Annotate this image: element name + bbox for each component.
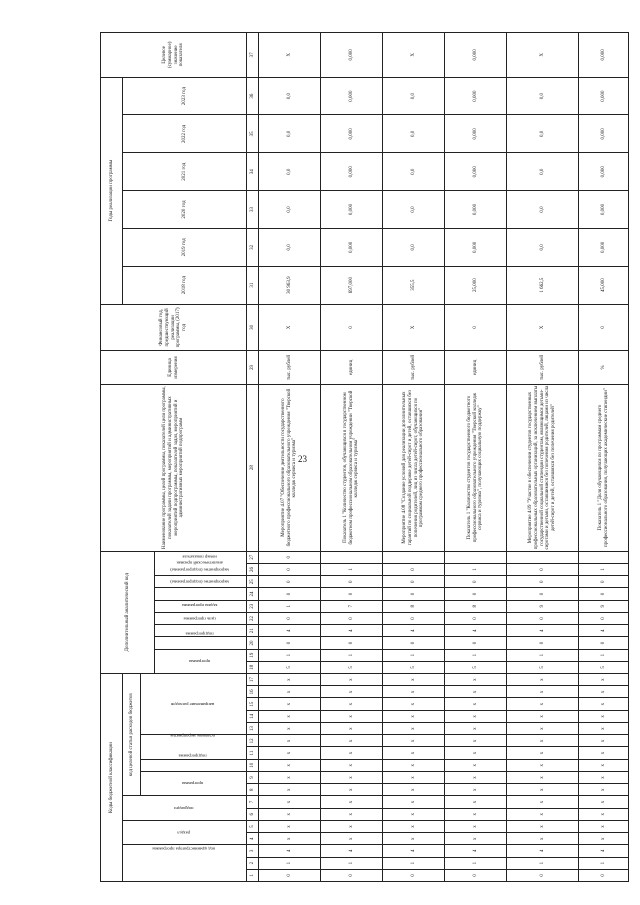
header-years-group: Годы реализации программы — [101, 77, 123, 304]
code-cell: х — [445, 759, 507, 771]
row-final: Х — [259, 33, 321, 78]
row-fin-year: Х — [383, 304, 445, 351]
code-cell: х — [507, 784, 579, 796]
code-cell: 0 — [507, 869, 579, 881]
code-cell: 0 — [445, 588, 507, 600]
col-number: 3 — [247, 845, 259, 857]
col-number: 6 — [247, 808, 259, 820]
row-year-value: 0,0 — [383, 115, 445, 153]
code-cell: х — [383, 796, 445, 808]
table-row — [101, 33, 123, 882]
table-row — [247, 33, 259, 882]
row-year-value: 0,000 — [445, 115, 507, 153]
code-cell: х — [579, 820, 629, 832]
code-cell: х — [507, 686, 579, 698]
code-cell: х — [321, 698, 383, 710]
header-year-3: 2021 год — [123, 153, 247, 191]
code-cell — [445, 551, 507, 563]
code-cell: 5 — [579, 661, 629, 673]
col-number: 16 — [247, 686, 259, 698]
code-cell: 0 — [259, 588, 321, 600]
col-number: 10 — [247, 759, 259, 771]
col-number: 28 — [247, 384, 259, 551]
code-cell: 5 — [259, 661, 321, 673]
code-cell: х — [259, 784, 321, 796]
row-final: 0,000 — [579, 33, 629, 78]
code-cell: 0 — [507, 576, 579, 588]
code-cell: 0 — [579, 588, 629, 600]
row-year-value: 0,000 — [445, 153, 507, 191]
code-cell: х — [445, 820, 507, 832]
col-number: 36 — [247, 77, 259, 115]
row-year-value: 30 963,9 — [259, 266, 321, 304]
code-cell: 4 — [321, 625, 383, 637]
code-cell: 4 — [507, 625, 579, 637]
code-cell: х — [507, 710, 579, 722]
code-cell: 5 — [321, 661, 383, 673]
code-cell: х — [445, 771, 507, 783]
row-year-value: 0,0 — [259, 228, 321, 266]
col-number: 2 — [247, 857, 259, 869]
code-cell: х — [259, 710, 321, 722]
code-cell: 0 — [445, 576, 507, 588]
code-cell: 5 — [445, 661, 507, 673]
code-cell: 0 — [383, 869, 445, 881]
code-cell: 0 — [321, 612, 383, 624]
code-cell: 5 — [507, 661, 579, 673]
code-cell: 1 — [383, 857, 445, 869]
code-cell: х — [445, 833, 507, 845]
table-row — [579, 33, 629, 882]
code-cell: х — [445, 747, 507, 759]
code-cell: х — [321, 759, 383, 771]
code-cell: 1 — [259, 649, 321, 661]
col-number: 35 — [247, 115, 259, 153]
code-cell: х — [579, 808, 629, 820]
col-number: 34 — [247, 153, 259, 191]
header-csr: код целевой статьи расходов бюджетов — [123, 674, 141, 796]
row-year-value: 0,0 — [259, 115, 321, 153]
row-year-value: 0,0 — [507, 228, 579, 266]
code-cell: х — [507, 722, 579, 734]
row-fin-year: 0 — [445, 304, 507, 351]
table-row — [507, 33, 579, 882]
code-cell: 0 — [259, 637, 321, 649]
col-number: 30 — [247, 304, 259, 351]
col-number: 22 — [247, 612, 259, 624]
code-cell: х — [383, 686, 445, 698]
code-cell: 5 — [383, 661, 445, 673]
code-cell: х — [445, 698, 507, 710]
code-cell: 0 — [445, 869, 507, 881]
col-number: 29 — [247, 351, 259, 384]
code-cell: 4 — [579, 845, 629, 857]
code-cell: 1 — [579, 563, 629, 575]
row-year-value: 0,000 — [321, 153, 383, 191]
code-cell: 1 — [579, 857, 629, 869]
code-cell: х — [259, 686, 321, 698]
code-cell: х — [383, 771, 445, 783]
header-razdel: раздел — [123, 820, 247, 844]
row-year-value: 0,0 — [383, 191, 445, 229]
row-year-value: 0,000 — [579, 191, 629, 229]
col-number: 17 — [247, 674, 259, 686]
col-number: 15 — [247, 698, 259, 710]
row-year-value: 0,000 — [579, 115, 629, 153]
code-cell: 0 — [383, 576, 445, 588]
code-cell: х — [383, 759, 445, 771]
code-cell: 0 — [507, 612, 579, 624]
row-name: Показатель 1 "Доля обучающихся по программам среднего профессионального образования, получающих академические стипендии" — [579, 384, 629, 551]
code-cell: х — [579, 735, 629, 747]
table-row — [445, 33, 507, 882]
row-name: Мероприятие 4.09 "Участие в обеспечении студентов государственных профессиональных образовательных организаций, за исключением выплаты государственной социальной стипендии студентам, являющимся детьми-сиротами и детьми, оставшимися без попечения родителей, лицами из числа детей-сирот и детей, оставшихся без попечения родителей" — [507, 384, 579, 551]
header-dop-sub-0: программа — [155, 649, 247, 673]
header-dop-code: Дополнительный аналитический код — [101, 551, 155, 674]
code-cell: х — [259, 808, 321, 820]
col-number: 32 — [247, 228, 259, 266]
code-cell: 0 — [259, 551, 321, 563]
header-dop-sub-6: аналитический признак — [155, 576, 247, 588]
row-year-value: 0,0 — [383, 153, 445, 191]
code-cell: 0 — [579, 869, 629, 881]
code-cell: х — [321, 747, 383, 759]
code-cell: х — [507, 735, 579, 747]
code-cell: 4 — [383, 625, 445, 637]
code-cell: 0 — [445, 612, 507, 624]
page-number: 23 — [298, 454, 307, 464]
code-cell: х — [445, 808, 507, 820]
code-cell: х — [507, 820, 579, 832]
col-number: 4 — [247, 833, 259, 845]
code-cell: 0 — [321, 588, 383, 600]
code-cell: 0 — [259, 563, 321, 575]
col-number: 31 — [247, 266, 259, 304]
header-name: Наименование программы, целей программы, показателей цели программы, показателей задачи программы, мероприятий и административных мероприятий подпрограммы, показателей задач, мероприятий и административных мероприятий подпрограмм — [101, 384, 247, 551]
code-cell: 1 — [445, 857, 507, 869]
code-cell: 0 — [383, 612, 445, 624]
code-cell: 0 — [383, 588, 445, 600]
code-cell: х — [383, 747, 445, 759]
col-number: 27 — [247, 551, 259, 563]
col-number: 12 — [247, 735, 259, 747]
code-cell: 4 — [445, 625, 507, 637]
header-year-0: 2018 год — [123, 266, 247, 304]
code-cell: х — [321, 796, 383, 808]
code-cell: х — [321, 820, 383, 832]
code-cell: х — [383, 698, 445, 710]
code-cell: х — [579, 833, 629, 845]
header-dop-sub-7: номер показателя — [155, 551, 247, 576]
code-cell: х — [579, 686, 629, 698]
code-cell: 0 — [507, 563, 579, 575]
code-cell: 4 — [445, 845, 507, 857]
code-cell: 0 — [383, 637, 445, 649]
code-cell: 0 — [259, 612, 321, 624]
code-cell: 1 — [579, 649, 629, 661]
header-napr-raskhodov: направление расходов — [141, 674, 247, 735]
row-unit: единиц — [445, 351, 507, 384]
code-cell: х — [445, 796, 507, 808]
code-cell: х — [579, 771, 629, 783]
code-cell: х — [321, 735, 383, 747]
code-cell: 0 — [579, 576, 629, 588]
row-name: Показатель 1 "Количество студентов государственного бюджетного профессионального образовательного учреждения "Тверской колледж сервиса и туризма", получающих социальную поддержку" — [445, 384, 507, 551]
col-number: 18 — [247, 661, 259, 673]
row-unit: тыс. рублей — [507, 351, 579, 384]
row-year-value: 0,0 — [259, 191, 321, 229]
row-fin-year: Х — [259, 304, 321, 351]
budget-table-rotated — [100, 32, 620, 882]
header-unit: Единица измерения — [101, 351, 247, 384]
code-cell: 0 — [259, 869, 321, 881]
row-fin-year: 0 — [579, 304, 629, 351]
col-number: 21 — [247, 625, 259, 637]
code-cell — [579, 551, 629, 563]
row-year-value: 697,000 — [321, 266, 383, 304]
code-cell: х — [259, 833, 321, 845]
header-programma: программа — [141, 771, 247, 795]
code-cell: 1 — [321, 857, 383, 869]
code-cell: х — [259, 698, 321, 710]
row-year-value: 0,0 — [507, 115, 579, 153]
code-cell: 8 — [445, 600, 507, 612]
code-cell: х — [507, 808, 579, 820]
code-cell: х — [507, 698, 579, 710]
row-year-value: 1 662,5 — [507, 266, 579, 304]
code-cell: 1 — [259, 857, 321, 869]
code-cell: 7 — [321, 600, 383, 612]
header-dop-sub-4: мероприятие (подпрограммы) — [155, 600, 247, 612]
code-cell: х — [445, 686, 507, 698]
code-cell: х — [507, 674, 579, 686]
code-cell: 0 — [507, 637, 579, 649]
col-number: 14 — [247, 710, 259, 722]
col-number: 11 — [247, 747, 259, 759]
code-cell: х — [445, 674, 507, 686]
code-cell: х — [321, 771, 383, 783]
code-cell: х — [507, 771, 579, 783]
code-cell: 4 — [383, 845, 445, 857]
code-cell: х — [321, 686, 383, 698]
code-cell: 0 — [321, 637, 383, 649]
code-cell: х — [383, 808, 445, 820]
code-cell: 0 — [321, 576, 383, 588]
code-cell: 0 — [383, 563, 445, 575]
row-name: Мероприятие 4.07 "Обеспечение деятельности государственного бюджетного профессионального образовательного учреждения "Тверской колледж сервиса и туризма" — [259, 384, 321, 551]
col-number: 23 — [247, 600, 259, 612]
code-cell: х — [383, 674, 445, 686]
row-year-value: 25,000 — [445, 266, 507, 304]
code-cell: х — [507, 759, 579, 771]
code-cell — [321, 551, 383, 563]
code-cell: х — [321, 784, 383, 796]
row-final: Х — [507, 33, 579, 78]
header-dop-sub-5: мероприятие (подпрограммы) — [155, 588, 247, 600]
row-year-value: 0,000 — [445, 191, 507, 229]
code-cell: 0 — [579, 612, 629, 624]
code-cell: 4 — [579, 625, 629, 637]
code-cell: х — [321, 808, 383, 820]
header-osn-meropriyatie: основное мероприятие — [141, 735, 247, 759]
header-dop-sub-1: подпрограмма — [155, 637, 247, 649]
row-year-value: 0,000 — [579, 153, 629, 191]
code-cell: х — [259, 771, 321, 783]
code-cell: х — [445, 784, 507, 796]
code-cell: 4 — [321, 845, 383, 857]
code-cell: х — [383, 820, 445, 832]
code-cell: х — [259, 747, 321, 759]
table-row — [383, 33, 445, 882]
code-cell: х — [321, 674, 383, 686]
row-year-value: 45,000 — [579, 266, 629, 304]
code-cell: х — [507, 833, 579, 845]
code-cell: 1 — [321, 563, 383, 575]
col-number: 8 — [247, 784, 259, 796]
row-final: 0,000 — [445, 33, 507, 78]
code-cell: 0 — [579, 637, 629, 649]
code-cell: 1 — [507, 649, 579, 661]
code-cell: 9 — [579, 600, 629, 612]
row-year-value: 0,000 — [321, 228, 383, 266]
row-final: Х — [383, 33, 445, 78]
code-cell: х — [259, 674, 321, 686]
code-cell: 0 — [445, 637, 507, 649]
code-cell — [507, 551, 579, 563]
col-number: 7 — [247, 796, 259, 808]
code-cell: 1 — [445, 563, 507, 575]
code-cell: х — [259, 820, 321, 832]
code-cell: х — [321, 722, 383, 734]
col-number: 13 — [247, 722, 259, 734]
row-year-value: 0,000 — [579, 228, 629, 266]
row-year-value: 0,000 — [321, 191, 383, 229]
table-row — [321, 33, 383, 882]
row-year-value: 355,5 — [383, 266, 445, 304]
row-unit: % — [579, 351, 629, 384]
code-cell: 1 — [259, 600, 321, 612]
row-year-value: 0,000 — [321, 115, 383, 153]
row-name: Мероприятие 4.08 "Создание условий для реализации дополнительных гарантий по социальной поддержке детей-сирот и детей, оставшихся без попечения родителей, лиц из числа детей-сирот, обучающихся по программам среднего профессионального образования" — [383, 384, 445, 551]
code-cell: 1 — [321, 649, 383, 661]
row-year-value: 0,0 — [507, 153, 579, 191]
col-number: 1 — [247, 869, 259, 881]
code-cell: х — [445, 735, 507, 747]
code-cell: х — [445, 722, 507, 734]
header-year-2: 2020 год — [123, 191, 247, 229]
code-cell: 8 — [383, 600, 445, 612]
header-podrazdel: подраздел — [123, 796, 247, 820]
col-number: 33 — [247, 191, 259, 229]
code-cell: х — [259, 735, 321, 747]
code-cell: 4 — [507, 845, 579, 857]
header-kbk: Коды бюджетной классификации — [101, 674, 123, 882]
code-cell: х — [321, 833, 383, 845]
header-year-4: 2022 год — [123, 115, 247, 153]
code-cell: х — [579, 710, 629, 722]
header-dop-sub-2: цель программы — [155, 625, 247, 637]
col-number: 5 — [247, 820, 259, 832]
header-fin-year: Финансовый год, предшествующий реализации программы, (2017) год — [101, 304, 247, 351]
table-row — [259, 33, 321, 882]
code-cell: х — [259, 722, 321, 734]
code-cell: 1 — [507, 857, 579, 869]
header-year-1: 2019 год — [123, 228, 247, 266]
header-adm-code: код администратора программы — [123, 845, 247, 882]
row-year-value: 0,0 — [383, 228, 445, 266]
code-cell: х — [579, 747, 629, 759]
row-year-value: 0,0 — [507, 191, 579, 229]
row-year-value: 0,0 — [383, 77, 445, 115]
code-cell: х — [383, 784, 445, 796]
row-fin-year: 0 — [321, 304, 383, 351]
code-cell: х — [579, 722, 629, 734]
code-cell: 1 — [383, 649, 445, 661]
row-year-value: 0,000 — [445, 228, 507, 266]
code-cell: х — [507, 796, 579, 808]
row-unit: единиц — [321, 351, 383, 384]
code-cell: х — [445, 710, 507, 722]
code-cell — [383, 551, 445, 563]
budget-program-table — [100, 32, 629, 882]
code-cell: 4 — [259, 625, 321, 637]
code-cell: х — [383, 710, 445, 722]
code-cell: х — [579, 698, 629, 710]
row-final: 0,000 — [321, 33, 383, 78]
code-cell: 0 — [321, 869, 383, 881]
row-unit: тыс. рублей — [383, 351, 445, 384]
code-cell: х — [259, 796, 321, 808]
row-fin-year: Х — [507, 304, 579, 351]
row-year-value: 0,000 — [445, 77, 507, 115]
row-year-value: 0,000 — [579, 77, 629, 115]
row-year-value: 0,0 — [507, 77, 579, 115]
code-cell: 0 — [507, 588, 579, 600]
row-unit: тыс. рублей — [259, 351, 321, 384]
row-year-value: 0,0 — [259, 77, 321, 115]
code-cell: х — [383, 722, 445, 734]
code-cell: 1 — [445, 649, 507, 661]
code-cell: 9 — [507, 600, 579, 612]
code-cell: х — [579, 784, 629, 796]
col-number: 20 — [247, 637, 259, 649]
code-cell: х — [579, 759, 629, 771]
row-year-value: 0,0 — [259, 153, 321, 191]
code-cell: х — [507, 747, 579, 759]
header-year-5: 2023 год — [123, 77, 247, 115]
code-cell: 4 — [259, 845, 321, 857]
col-number: 19 — [247, 649, 259, 661]
row-year-value: 0,000 — [321, 77, 383, 115]
col-number: 37 — [247, 33, 259, 78]
code-cell: х — [579, 674, 629, 686]
code-cell: 0 — [259, 576, 321, 588]
row-name: Показатель 1 "Количество студентов, обучающихся в государственном бюджетном профессиональном образовательном учреждении "Тверской колледж сервиса и туризма" — [321, 384, 383, 551]
col-number: 9 — [247, 771, 259, 783]
col-number: 24 — [247, 588, 259, 600]
code-cell: х — [321, 710, 383, 722]
header-final: Целевое (суммарное) значение показателя — [101, 33, 247, 78]
code-cell: х — [579, 796, 629, 808]
header-dop-sub-3: задача программы — [155, 612, 247, 624]
code-cell: х — [383, 833, 445, 845]
col-number: 25 — [247, 576, 259, 588]
code-cell: х — [383, 735, 445, 747]
code-cell: х — [259, 759, 321, 771]
header-podprogramma: подпрограмма — [141, 759, 247, 771]
col-number: 26 — [247, 563, 259, 575]
